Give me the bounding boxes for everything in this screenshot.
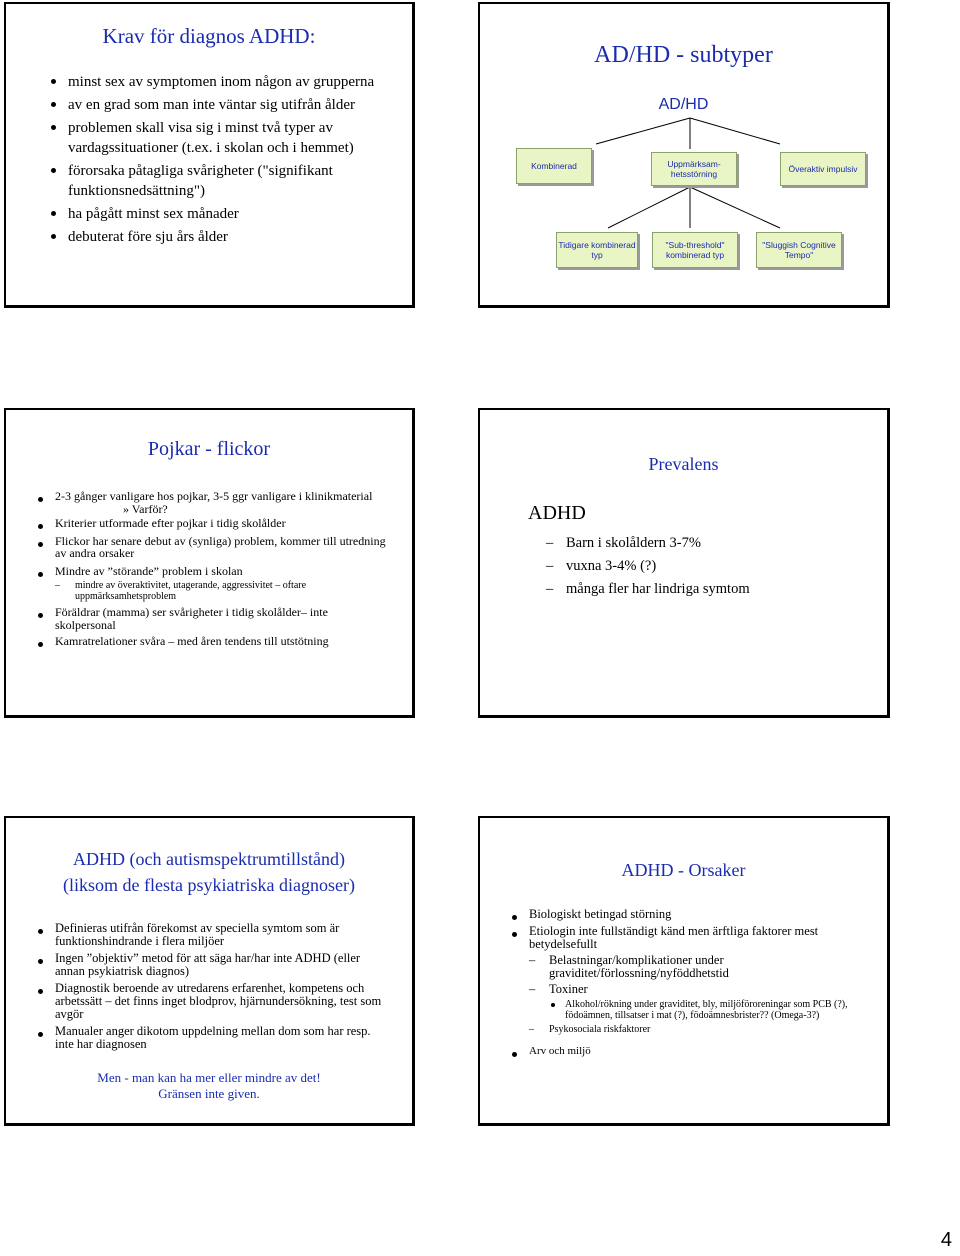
- slide-title: Prevalens: [648, 454, 719, 474]
- sub-item: – mindre av överaktivitet, utagerande, aggressivitet – oftare uppmärksamhetsproblem: [55, 580, 307, 602]
- list-item: Biologiskt betingad störning: [507, 908, 867, 921]
- diagram-root-label: AD/HD: [658, 96, 709, 113]
- page-number: 4: [940, 1229, 952, 1251]
- node-kombinerad: Kombinerad: [516, 148, 592, 184]
- prevalence-list: [524, 532, 864, 601]
- gender-list: [33, 490, 388, 648]
- list-item: Arv och miljö: [507, 1045, 867, 1058]
- list-item: – vuxna 3-4% (?): [546, 558, 657, 574]
- sub-item: – Belastningar/komplikationer under graviditet/förlossning/nyföddhetstid: [529, 953, 729, 980]
- slide-adhd-diagnoser: [4, 816, 415, 1126]
- list-item: Ingen ”objektiv” metod för att säga har/har inte ADHD (eller annan psykiatrisk diagnos): [33, 952, 388, 978]
- node-uppmarksamhetsstorning: Uppmärksam-hetsstörning: [651, 152, 737, 186]
- list-item: av en grad som man inte väntar sig utifrån ålder: [46, 95, 386, 115]
- slide-title: AD/HD - subtyper: [594, 42, 773, 68]
- list-item: Definieras utifrån förekomst av speciella symtom som är funktionshindrande i flera miljöer: [33, 922, 388, 948]
- slide-title: Pojkar - flickor: [147, 438, 271, 460]
- list-item: [33, 565, 388, 603]
- list-item-text: 2-3 gånger vanligare hos pojkar, 3-5 ggr vanligare i klinikmaterial: [55, 489, 373, 503]
- list-item: Diagnostik beroende av utredarens erfarenhet, kompetens och arbetssätt – det finns inget blodprov, hjärnundersökning, test som avgör: [33, 982, 388, 1021]
- list-item: debuterat före sju års ålder: [46, 227, 386, 247]
- slide-pojkar-flickor: [4, 408, 415, 718]
- note: Men - man kan ha mer eller mindre av det! Gränsen inte given.: [97, 1070, 321, 1101]
- criteria-list: [46, 72, 386, 247]
- title-line-2: (liksom de flesta psykiatriska diagnoser): [63, 875, 355, 895]
- node-overaktiv-impulsiv: Överaktiv impulsiv: [780, 152, 866, 186]
- list-item: Kriterier utformade efter pojkar i tidig skolålder: [33, 517, 388, 530]
- slide-adhd-orsaker: [478, 816, 890, 1126]
- diagnosis-list: [33, 922, 388, 1051]
- causes-list: [507, 908, 867, 1058]
- list-item: ha pågått minst sex månader: [46, 204, 386, 224]
- list-item-text: Mindre av ”störande” problem i skolan: [55, 563, 243, 578]
- slide-prevalens: [478, 408, 890, 718]
- list-item: Flickor har senare debut av (synliga) problem, kommer till utredning av andra orsaker: [33, 535, 388, 560]
- list-item: Kamratrelationer svåra – med åren tendens till utstötning: [33, 635, 388, 648]
- slide-title: ADHD - Orsaker: [621, 860, 746, 880]
- sub-item: » Varför?: [123, 501, 168, 516]
- list-item: [33, 490, 388, 515]
- node-sub-threshold: "Sub-threshold" kombinerad typ: [652, 232, 738, 268]
- sub-sub-item: Alkohol/rökning under graviditet, bly, miljöföroreningar som PCB (?), födoämnen, tillsatser i mat (?), födoämnesbrister?? (Omega-3?): [545, 999, 867, 1021]
- sub-item: – Psykosociala riskfaktorer: [529, 1024, 651, 1035]
- slide-title: [6, 846, 412, 898]
- list-item: minst sex av symptomen inom någon av grupperna: [46, 72, 386, 92]
- slide-krav-for-diagnos: [4, 2, 415, 308]
- list-item: – många fler har lindriga symtom: [546, 581, 750, 597]
- bullet-icon: [551, 1003, 555, 1007]
- slide-title: Krav för diagnos ADHD:: [102, 24, 316, 48]
- title-line-1: ADHD (och autismspektrumtillstånd): [73, 849, 345, 869]
- list-item-text: Etiologin inte fullständigt känd men ärftliga faktorer mest betydelsefullt: [529, 924, 819, 951]
- list-item: [507, 925, 867, 1035]
- node-sluggish-cognitive-tempo: "Sluggish Cognitive Tempo": [756, 232, 842, 268]
- list-item: Manualer anger dikotom uppdelning mellan dom som har resp. inte har diagnosen: [33, 1025, 388, 1051]
- list-item: problemen skall visa sig i minst två typer av vardagssituationer (t.ex. i skolan och i hemmet): [46, 118, 386, 158]
- prevalence-heading: ADHD: [528, 502, 586, 524]
- list-item: Föräldrar (mamma) ser svårigheter i tidig skolålder– inte skolpersonal: [33, 606, 388, 631]
- slide-adhd-subtyper: [478, 2, 890, 308]
- list-item: – Barn i skolåldern 3-7%: [546, 535, 701, 551]
- node-tidigare-kombinerad: Tidigare kombinerad typ: [556, 232, 638, 268]
- list-item: förorsaka påtagliga svårigheter ("signifikant funktionsnedsättning"): [46, 161, 386, 201]
- sub-item: – Toxiner: [529, 982, 588, 996]
